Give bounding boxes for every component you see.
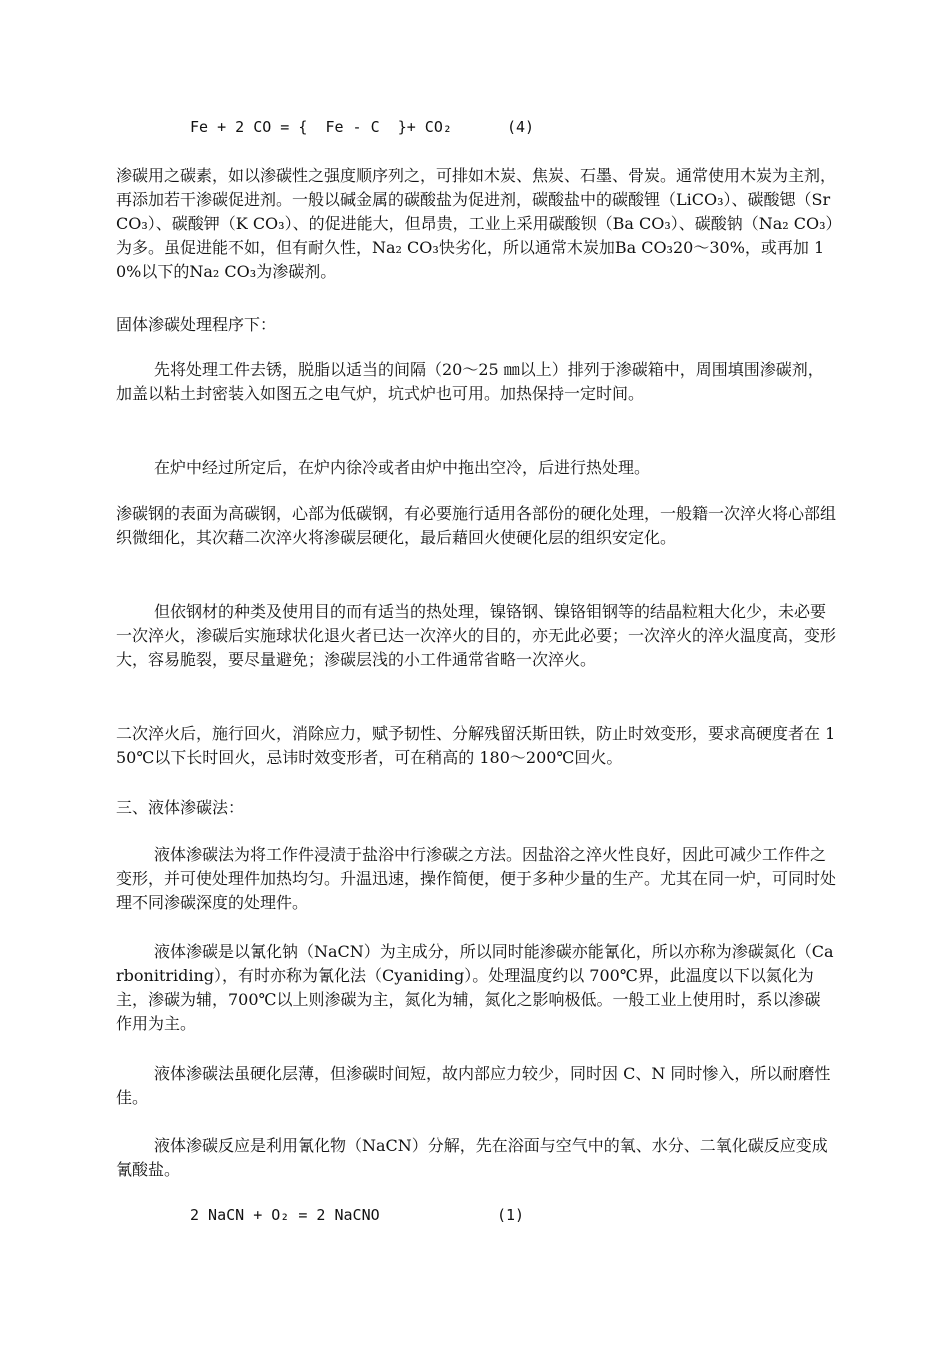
paragraph-hardening: 渗碳钢的表面为高碳钢，心部为低碳钢，有必要施行适用各部份的硬化处理，一般籍一次淬火将心部组织微细化，其次藉二次淬火将渗碳层硬化，最后藉回火使硬化层的组织安定化。 bbox=[116, 504, 837, 547]
equation-4: Fe + 2 CO = { Fe - C }+ CO₂ bbox=[190, 118, 452, 136]
paragraph-tempering: 二次淬火后，施行回火，消除应力，赋予韧性、分解残留沃斯田铁，防止时效变形，要求高硬度者在 150℃以下长时回火，忌讳时效变形者，可在稍高的 180～200℃回火。 bbox=[116, 724, 836, 767]
paragraph-preparation: 先将处理工件去锈，脱脂以适当的间隔（20～25 ㎜以上）排列于渗碳箱中，周围填围渗碳剂，加盖以粘土封密装入如图五之电气炉，坑式炉也可用。加热保持一定时间。 bbox=[116, 360, 824, 403]
equation-number: (4) bbox=[507, 118, 535, 136]
paragraph-reaction: 液体渗碳反应是利用氰化物（NaCN）分解，先在浴面与空气中的氧、水分、二氧化碳反应变成氰酸盐。 bbox=[116, 1136, 828, 1179]
section-heading-liquid-carburizing: 三、液体渗碳法： bbox=[116, 798, 245, 817]
paragraph-wear-resistance: 液体渗碳法虽硬化层薄，但渗碳时间短，故内部应力较少，同时因 C、N 同时惨入，所以耐磨性佳。 bbox=[116, 1064, 831, 1107]
paragraph-sodium-cyanide: 液体渗碳是以氰化钠（NaCN）为主成分，所以同时能渗碳亦能氰化，所以亦称为渗碳氮化（Carbonitriding），有时亦称为氰化法（Cyaniding）。处理温度约以 700℃界，此温度以下以氮化为主，渗碳为辅，700℃以上则渗碳为主，氮化为辅，氮化之影响极低。一般工业上使用时，系以渗碳作用为主。 bbox=[116, 942, 834, 1033]
paragraph-liquid-method: 液体渗碳法为将工作件浸渍于盐浴中行渗碳之方法。因盐浴之淬火性良好，因此可减少工作件之变形，并可使处理件加热均匀。升温迅速，操作简便，便于多种少量的生产。尤其在同一炉，可同时处理不同渗碳深度的处理件。 bbox=[116, 845, 837, 912]
paragraph-cooling: 在炉中经过所定后，在炉内徐冷或者由炉中拖出空冷，后进行热处理。 bbox=[154, 458, 651, 477]
paragraph-solid-procedure-heading: 固体渗碳处理程序下： bbox=[116, 315, 277, 334]
equation-1: 2 NaCN + O₂ = 2 NaCNO bbox=[190, 1206, 380, 1224]
paragraph-heat-treatment: 但依钢材的种类及使用目的而有适当的热处理，镍铬钢、镍铬钼钢等的结晶粒粗大化少，未必要一次淬火，渗碳后实施球状化退火者已达一次淬火的目的，亦无此必要；一次淬火的淬火温度高，变形大，容易脆裂，要尽量避免；渗碳层浅的小工件通常省略一次淬火。 bbox=[116, 602, 837, 669]
equation-number: (1) bbox=[497, 1206, 525, 1224]
paragraph-carburizing-agents: 渗碳用之碳素，如以渗碳性之强度顺序列之，可排如木炭、焦炭、石墨、骨炭。通常使用木炭为主剂，再添加若干渗碳促进剂。一般以碱金属的碳酸盐为促进剂，碳酸盐中的碳酸锂（LiCO₃）、碳酸锶（Sr CO₃）、碳酸钾（K CO₃）、的促进能大，但昂贵，工业上采用碳酸钡（Ba CO₃）、碳酸钠（Na₂ CO₃）为多。虽促进能不如，但有耐久性，Na₂ CO₃快劣化，所以通常木炭加Ba CO₃20～30%，或再加 10%以下的Na₂ CO₃为渗碳剂。 bbox=[116, 166, 837, 281]
